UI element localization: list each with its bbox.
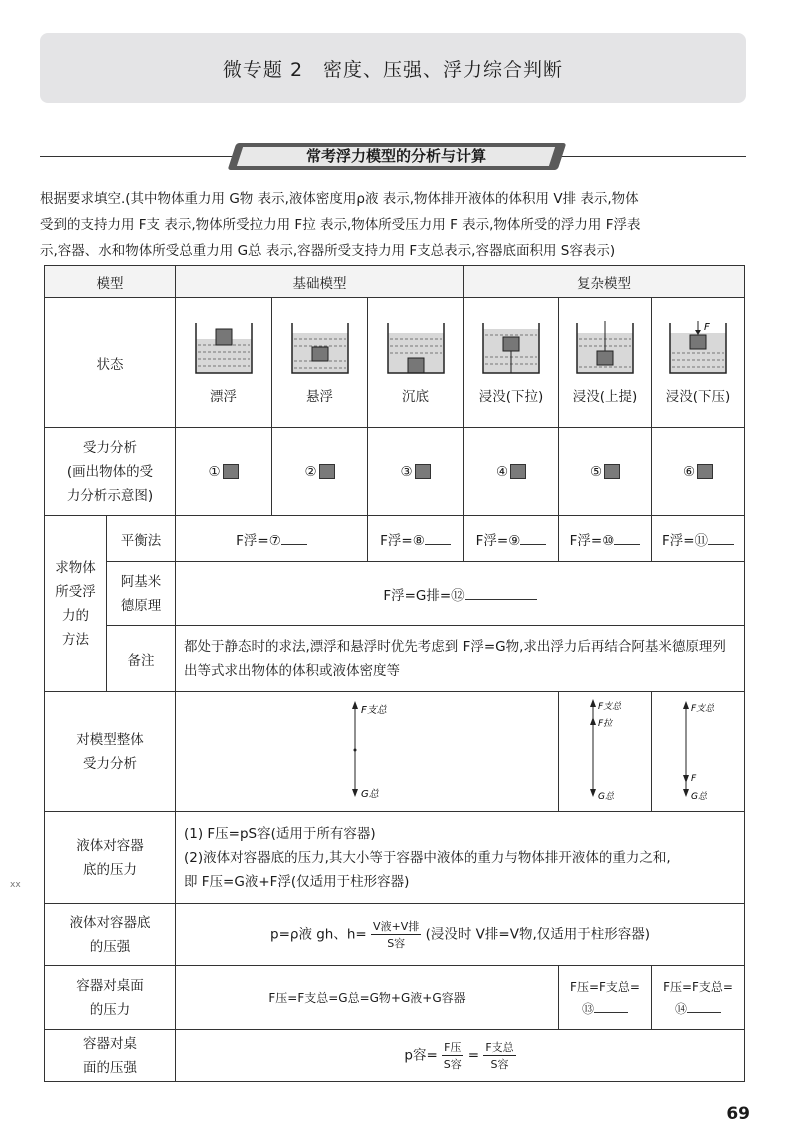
label-line: 的压力 xyxy=(89,1001,131,1018)
state-caption: 浸没(下拉) xyxy=(478,388,544,405)
page-number: 69 xyxy=(726,1104,750,1124)
force-blank[interactable] xyxy=(272,428,368,516)
whole-force-diagram-lift xyxy=(575,695,635,805)
suspend-diagram xyxy=(288,321,352,375)
liquid-pressure-formula xyxy=(176,904,745,966)
formula-part: p=ρ液 gh、h= xyxy=(270,926,367,943)
label-line: 容器对桌 xyxy=(83,1035,137,1052)
sub-label-archimedes xyxy=(107,562,176,626)
liquid-force-text xyxy=(176,812,745,904)
balance-formula: F浮=⑦ xyxy=(236,532,281,549)
force-blank[interactable] xyxy=(176,428,272,516)
answer-blank[interactable] xyxy=(281,532,307,545)
formula-part: = xyxy=(467,1047,480,1064)
balance-formula: F浮=⑨ xyxy=(475,532,521,549)
block-icon xyxy=(697,464,713,479)
fraction-den: S容 xyxy=(443,1058,462,1071)
force-label: G总 xyxy=(598,791,614,802)
force-blank[interactable] xyxy=(652,428,745,516)
balance-formula: F浮=⑩ xyxy=(569,532,615,549)
chapter-header-bar xyxy=(40,33,746,103)
force-label: F xyxy=(691,773,697,784)
label-line: 求物体 xyxy=(55,559,96,576)
fraction-den: S容 xyxy=(490,1058,509,1071)
force-label: F支总 xyxy=(691,703,715,714)
remark-text: 都处于静态时的求法,漂浮和悬浮时优先考虑到 F浮=G物,求出浮力后再结合阿基米德原理列出等式求出物体的体积或液体密度等 xyxy=(176,626,745,692)
label-line: 受力分析 xyxy=(83,439,137,456)
float-diagram xyxy=(192,321,256,375)
table-row xyxy=(45,812,745,904)
blank-number: ⑥ xyxy=(682,463,696,480)
intro-line: 受到的支持力用 F支 表示,物体所受拉力用 F拉 表示,物体所受压力用 F 表示,物体所受的浮力用 F浮表 xyxy=(40,217,641,233)
block-icon xyxy=(223,464,239,479)
table-row xyxy=(45,428,745,516)
balance-blank[interactable] xyxy=(368,516,464,562)
state-cell xyxy=(464,298,559,428)
table-row xyxy=(45,516,745,562)
label-line: 底的压力 xyxy=(83,861,137,878)
label-line: 受力分析 xyxy=(83,755,137,772)
table-row xyxy=(45,904,745,966)
force-blank[interactable] xyxy=(559,428,652,516)
state-cell xyxy=(652,298,745,428)
blank-number: ① xyxy=(208,463,221,480)
header-cell-basic: 基础模型 xyxy=(176,266,464,298)
answer-blank[interactable] xyxy=(465,587,537,600)
whole-force-lift xyxy=(559,692,652,812)
force-blank[interactable] xyxy=(464,428,559,516)
section-title: 常考浮力模型的分析与计算 xyxy=(305,147,486,165)
sink-diagram xyxy=(384,321,448,375)
force-blank[interactable] xyxy=(368,428,464,516)
text-line: 即 F压=G液+F浮(仅适用于柱形容器) xyxy=(184,873,410,890)
block-icon xyxy=(319,464,335,479)
label-line: (画出物体的受 xyxy=(66,463,154,480)
force-label: G总 xyxy=(361,788,379,800)
row-label-liquid-force xyxy=(45,812,176,904)
state-cell xyxy=(559,298,652,428)
row-label-liquid-pressure xyxy=(45,904,176,966)
pull-down-diagram xyxy=(479,321,543,375)
label-line: 力分析示意图) xyxy=(66,487,154,504)
header-cell-complex: 复杂模型 xyxy=(464,266,745,298)
block-icon xyxy=(415,464,431,479)
balance-formula: F浮=⑪ xyxy=(661,532,709,549)
state-caption: 沉底 xyxy=(402,388,429,405)
formula-part: p容= xyxy=(404,1047,438,1064)
table-row xyxy=(45,626,745,692)
text-line: (2)液体对容器底的压力,其大小等于容器中液体的重力与物体排开液体的重力之和, xyxy=(184,849,671,866)
force-label: F拉 xyxy=(598,718,613,729)
row-label-state: 状态 xyxy=(45,298,176,428)
answer-blank[interactable] xyxy=(425,532,451,545)
fraction-num: V液+V排 xyxy=(373,920,420,933)
label-line: 液体对容器底 xyxy=(69,914,151,931)
answer-blank[interactable] xyxy=(687,1000,721,1013)
state-caption: 浸没(下压) xyxy=(665,388,731,405)
sub-label-remark: 备注 xyxy=(107,626,176,692)
table-row xyxy=(45,692,745,812)
formula-part: F压=F支总= xyxy=(570,979,640,994)
answer-blank[interactable] xyxy=(520,532,546,545)
state-caption: 漂浮 xyxy=(210,388,237,405)
whole-force-basic xyxy=(176,692,559,812)
formula-part: (浸没时 V排=V物,仅适用于柱形容器) xyxy=(425,926,651,943)
fraction-num: F压 xyxy=(444,1041,462,1054)
fraction xyxy=(442,1039,463,1072)
state-cell xyxy=(368,298,464,428)
fraction xyxy=(483,1039,515,1072)
table-row xyxy=(45,966,745,1030)
formula-part: F压=F支总= xyxy=(663,979,733,994)
margin-mark: ⅹⅹ xyxy=(10,880,21,890)
whole-force-diagram-basic xyxy=(337,695,397,805)
balance-formula: F浮=⑧ xyxy=(380,532,425,549)
text-line: (1) F压=pS容(适用于所有容器) xyxy=(184,825,376,842)
state-cell xyxy=(176,298,272,428)
fraction xyxy=(371,918,421,951)
archimedes-blank[interactable] xyxy=(176,562,745,626)
label-line: 容器对桌面 xyxy=(76,977,144,994)
blank-number: ⑭ xyxy=(675,1001,688,1016)
table-force-blank[interactable] xyxy=(559,966,652,1030)
label-line: 的压强 xyxy=(89,938,131,955)
blank-number: ④ xyxy=(495,463,509,480)
blank-number: ⑤ xyxy=(589,463,603,480)
intro-line: 根据要求填空.(其中物体重力用 G物 表示,液体密度用ρ液 表示,物体排开液体的体积用 V排 表示,物体 xyxy=(40,191,639,207)
label-line: 面的压强 xyxy=(83,1059,137,1076)
row-label-force xyxy=(45,428,176,516)
label-line: 阿基米 xyxy=(120,573,162,590)
row-label-table-pressure xyxy=(45,1030,176,1082)
press-force-label: F xyxy=(704,321,710,333)
fraction-den: S容 xyxy=(387,937,406,950)
state-caption: 浸没(上提) xyxy=(572,388,638,405)
state-cell xyxy=(272,298,368,428)
blank-number: ② xyxy=(304,463,317,480)
fraction-num: F支总 xyxy=(485,1041,514,1054)
blank-number: ③ xyxy=(400,463,413,480)
label-line: 对模型整体 xyxy=(76,731,144,748)
whole-force-press xyxy=(652,692,745,812)
label-line: 方法 xyxy=(62,631,89,648)
force-label: G总 xyxy=(691,791,707,802)
balance-blank[interactable] xyxy=(176,516,368,562)
answer-blank[interactable] xyxy=(708,532,734,545)
row-label-whole xyxy=(45,692,176,812)
answer-blank[interactable] xyxy=(594,1000,628,1013)
intro-text xyxy=(40,186,750,264)
row-label-method xyxy=(45,516,107,692)
table-row xyxy=(45,1030,745,1082)
answer-blank[interactable] xyxy=(614,532,640,545)
balance-blank[interactable] xyxy=(652,516,745,562)
whole-force-diagram-press xyxy=(668,695,728,805)
model-table xyxy=(44,265,745,1082)
force-label: F支总 xyxy=(598,701,622,712)
table-row xyxy=(45,298,745,428)
chapter-title: 微专题 2 密度、压强、浮力综合判断 xyxy=(222,58,564,81)
sub-label-balance: 平衡法 xyxy=(107,516,176,562)
table-row xyxy=(45,266,745,298)
archimedes-formula: F浮=G排=⑫ xyxy=(383,587,465,604)
table-pressure-formula xyxy=(176,1030,745,1082)
table-row xyxy=(45,562,745,626)
header-cell-model: 模型 xyxy=(45,266,176,298)
label-line: 力的 xyxy=(62,607,89,624)
balance-blank[interactable] xyxy=(464,516,559,562)
blank-number: ⑬ xyxy=(582,1001,595,1016)
force-label: F支总 xyxy=(361,704,387,716)
block-icon xyxy=(604,464,620,479)
balance-blank[interactable] xyxy=(559,516,652,562)
label-line: 所受浮 xyxy=(55,583,96,600)
table-force-blank[interactable] xyxy=(652,966,745,1030)
state-caption: 悬浮 xyxy=(306,388,333,405)
label-line: 液体对容器 xyxy=(76,837,144,854)
row-label-table-force xyxy=(45,966,176,1030)
press-down-diagram xyxy=(666,321,730,375)
lift-up-diagram xyxy=(573,321,637,375)
label-line: 德原理 xyxy=(120,597,162,614)
intro-line: 示,容器、水和物体所受总重力用 G总 表示,容器所受支持力用 F支总表示,容器底面积用 S容表示) xyxy=(40,243,616,259)
block-icon xyxy=(510,464,526,479)
table-force-formula: F压=F支总=G总=G物+G液+G容器 xyxy=(176,966,559,1030)
